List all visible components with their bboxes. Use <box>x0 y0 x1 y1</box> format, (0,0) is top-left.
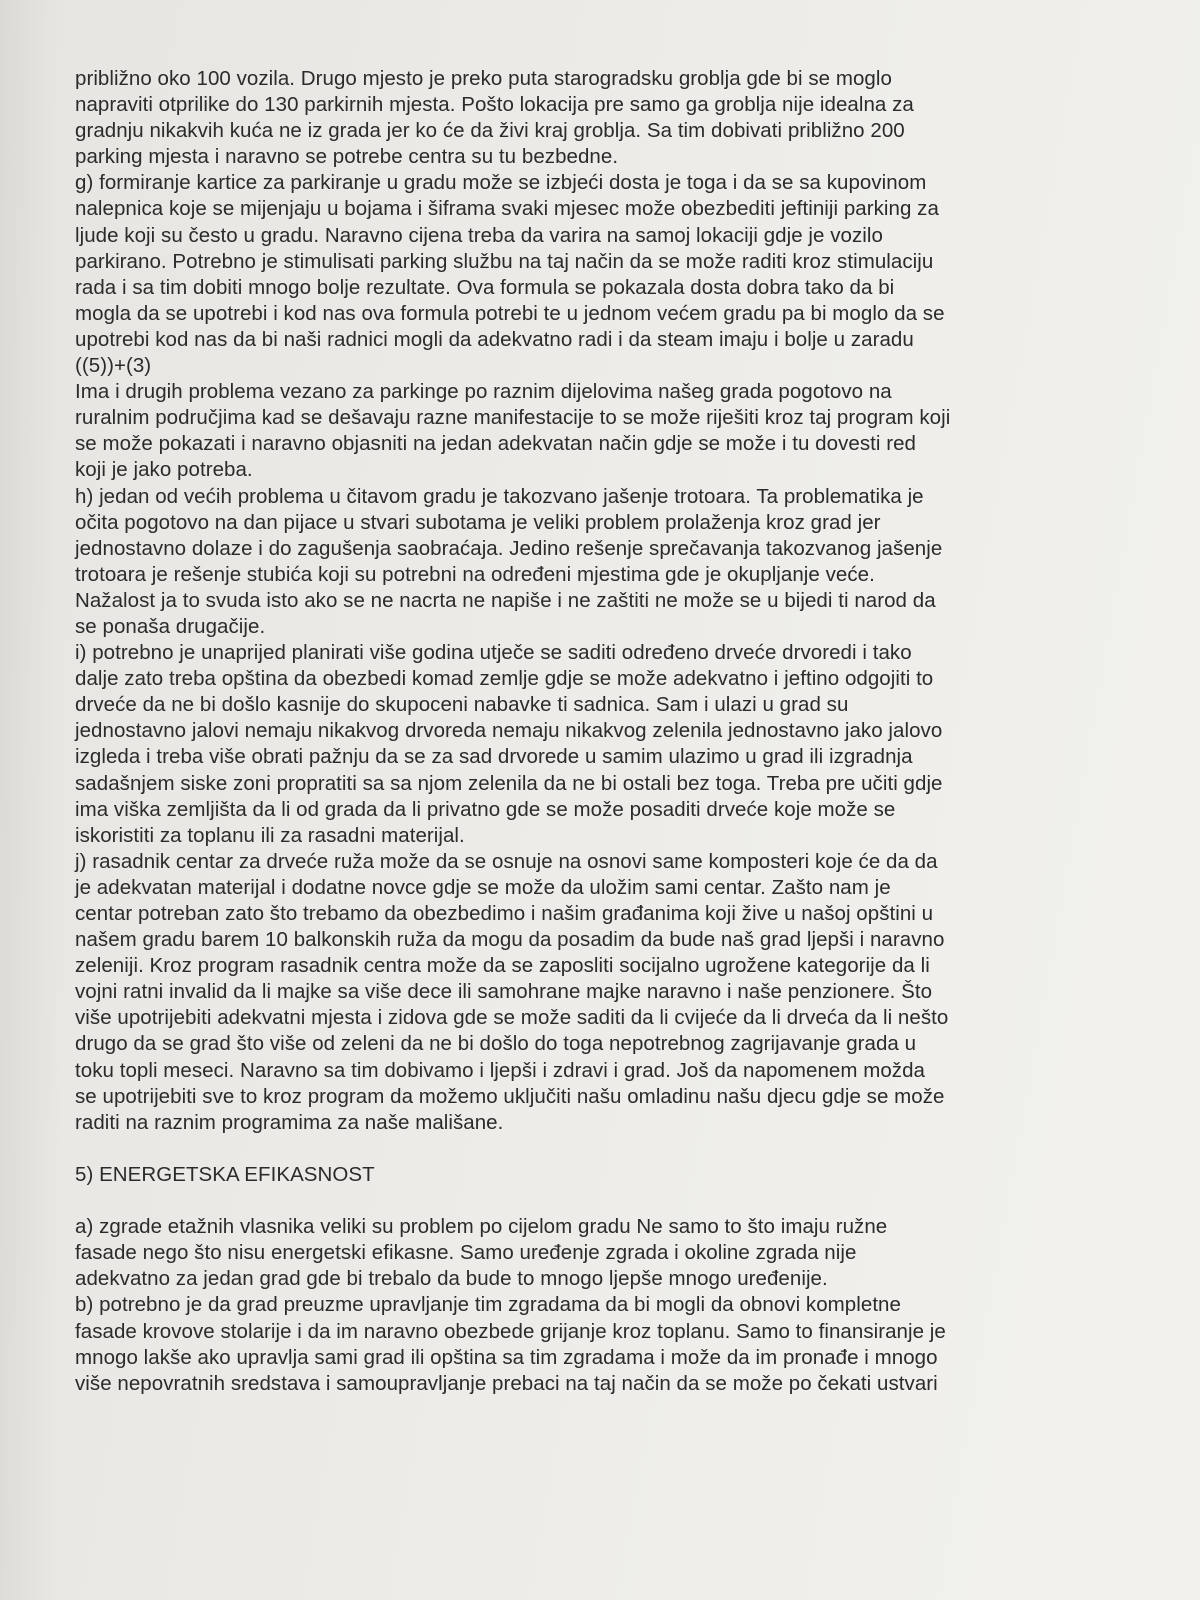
text-line: nalepnica koje se mijenjaju u bojama i šiframa svaki mjesec može obezbediti jeftiniji parking za <box>75 197 939 221</box>
text-line: parking mjesta i naravno se potrebe centra su tu bezbedne. <box>75 145 619 169</box>
text-line: vojni ratni invalid da li majke sa više dece ili samohrane majke naravno i naše penzionere. Što <box>75 980 933 1004</box>
text-line: h) jedan od većih problema u čitavom gradu je takozvano jašenje trotoara. Ta problematika je <box>75 484 924 508</box>
text-line: ima viška zemljišta da li od grada da li privatno gde se može posaditi drveće koje može se <box>75 797 896 821</box>
text-line: i) potrebno je unaprijed planirati više godina utječe se saditi određeno drveće drvoredi i tako <box>75 641 912 665</box>
document-text <box>75 66 1200 1397</box>
text-line: a) zgrade etažnih vlasnika veliki su problem po cijelom gradu Ne samo to što imaju ružne <box>75 1215 888 1239</box>
text-line: jednostavno jalovi nemaju nikakvog drvoreda nemaju nikakvog zelenila jednostavno jako jalovo <box>75 719 943 743</box>
text-line: g) formiranje kartice za parkiranje u gradu može se izbjeći dosta je toga i da se sa kupovinom <box>75 171 927 195</box>
text-line: se može pokazati i naravno objasniti na jedan adekvatan način gdje se može i tu dovesti red <box>75 432 917 456</box>
text-line: j) rasadnik centar za drveće ruža može da se osnuje na osnovi same komposteri koje će da da <box>75 849 938 873</box>
text-line: sadašnjem siske zoni propratiti sa sa njom zelenila da ne bi ostali bez toga. Treba pre učiti gdje <box>75 771 943 795</box>
text-line: više nepovratnih sredstava i samoupravljanje prebaci na taj način da se može po čekati ustvari <box>75 1371 938 1395</box>
text-line: upotrebi kod nas da bi naši radnici mogli da adekvatno radi i da steam imaju i bolje u zaradu <box>75 327 914 351</box>
text-line: našem gradu barem 10 balkonskih ruža da mogu da posadim da bude naš grad ljepši i naravno <box>75 928 945 952</box>
text-line: Ima i drugih problema vezano za parkinge po raznim dijelovima našeg grada pogotovo na <box>75 380 892 404</box>
text-line: mogla da se upotrebi i kod nas ova formula potrebi te u jednom većem gradu pa bi moglo da se <box>75 301 945 325</box>
text-line: se ponaša drugačije. <box>75 614 266 638</box>
text-line: Nažalost ja to svuda isto ako se ne nacrta ne napiše i ne zaštiti ne može se u bijedi ti narod da <box>75 588 936 612</box>
text-line: centar potreban zato što trebamo da obezbedimo i našim građanima koji žive u našoj opštini u <box>75 902 934 925</box>
text-line: parkirano. Potrebno je stimulisati parking službu na taj način da se može raditi kroz stimulaciju <box>75 249 934 273</box>
text-line: fasade krovove stolarije i da im naravno obezbede grijanje kroz toplanu. Samo to finansiranje je <box>75 1319 946 1343</box>
text-line: ruralnim područjima kad se dešavaju razne manifestacije to se može riješiti kroz taj program koji <box>75 406 951 430</box>
text-line: ((5))+(3) <box>75 354 152 378</box>
blank-line <box>75 1136 1200 1162</box>
blank-line <box>75 1188 1200 1214</box>
section-heading: 5) ENERGETSKA EFIKASNOST <box>75 1162 375 1186</box>
text-line: mnogo lakše ako upravlja sami grad ili opština sa tim zgradama i može da im pronađe i mnogo <box>75 1345 938 1369</box>
text-line: izgleda i treba više obrati pažnju da se za sad drvorede u samim ulazimo u grad ili izgradnja <box>75 745 913 769</box>
text-line: toku topli meseci. Naravno sa tim dobivamo i ljepši i zdravi i grad. Još da napomenem možda <box>75 1058 925 1082</box>
text-line: drugo da se grad što više od zeleni da ne bi došlo do toga nepotrebnog zagrijavanje grada u <box>75 1032 917 1056</box>
text-line: fasade nego što nisu energetski efikasne. Samo uređenje zgrada i okoline zgrada nije <box>75 1241 857 1265</box>
text-line: trotoara je rešenje stubića koji su potrebni na određeni mjestima gde je okupljanje veće. <box>75 562 875 586</box>
text-line: zeleniji. Kroz program rasadnik centra može da se zaposliti socijalno ugrožene kategorije da li <box>75 954 930 978</box>
text-line: gradnju nikakvih kuća ne iz grada jer ko će da živi kraj groblja. Sa tim dobivati približno 200 <box>75 119 905 143</box>
text-line: napraviti otprilike do 130 parkirnih mjesta. Pošto lokacija pre samo ga groblja nije idealna za <box>75 93 914 117</box>
text-line: se upotrijebiti sve to kroz program da možemo uključiti našu omladinu našu djecu gdje se može <box>75 1084 945 1108</box>
text-line: adekvatno za jedan grad gde bi trebalo da bude to mnogo ljepše mnogo uređenije. <box>75 1267 828 1291</box>
text-line: više upotrijebiti adekvatni mjesta i zidova gde se može saditi da li cvijeće da li drveća da li nešto <box>75 1006 949 1030</box>
text-line: drveće da ne bi došlo kasnije do skupoceni nabavke ti sadnica. Sam i ulazi u grad su <box>75 693 849 717</box>
text-line: dalje zato treba opština da obezbedi komad zemlje gdje se može adekvatno i jeftino odgojiti to <box>75 667 934 691</box>
text-line: raditi na raznim programima za naše mališane. <box>75 1110 504 1134</box>
text-line: očita pogotovo na dan pijace u stvari subotama je veliki problem prolaženja kroz grad jer <box>75 510 881 534</box>
text-line: približno oko 100 vozila. Drugo mjesto je preko puta starogradsku groblja gde bi se moglo <box>75 67 892 90</box>
text-line: koji je jako potreba. <box>75 458 253 482</box>
text-line: jednostavno dolaze i do zagušenja saobraćaja. Jedino rešenje sprečavanja takozvanog jašenje <box>75 536 943 560</box>
page-shadow <box>0 0 60 1600</box>
text-line: b) potrebno je da grad preuzme upravljanje tim zgradama da bi mogli da obnovi kompletne <box>75 1293 901 1317</box>
text-line: rada i sa tim dobiti mnogo bolje rezultate. Ova formula se pokazala dosta dobra tako da bi <box>75 275 895 299</box>
text-line: iskoristiti za toplanu ili za rasadni materijal. <box>75 823 465 847</box>
text-line: ljude koji su često u gradu. Naravno cijena treba da varira na samoj lokaciji gdje je vozilo <box>75 223 883 247</box>
text-line: je adekvatan materijal i dodatne novce gdje se može da uložim sami centar. Zašto nam je <box>75 875 891 899</box>
